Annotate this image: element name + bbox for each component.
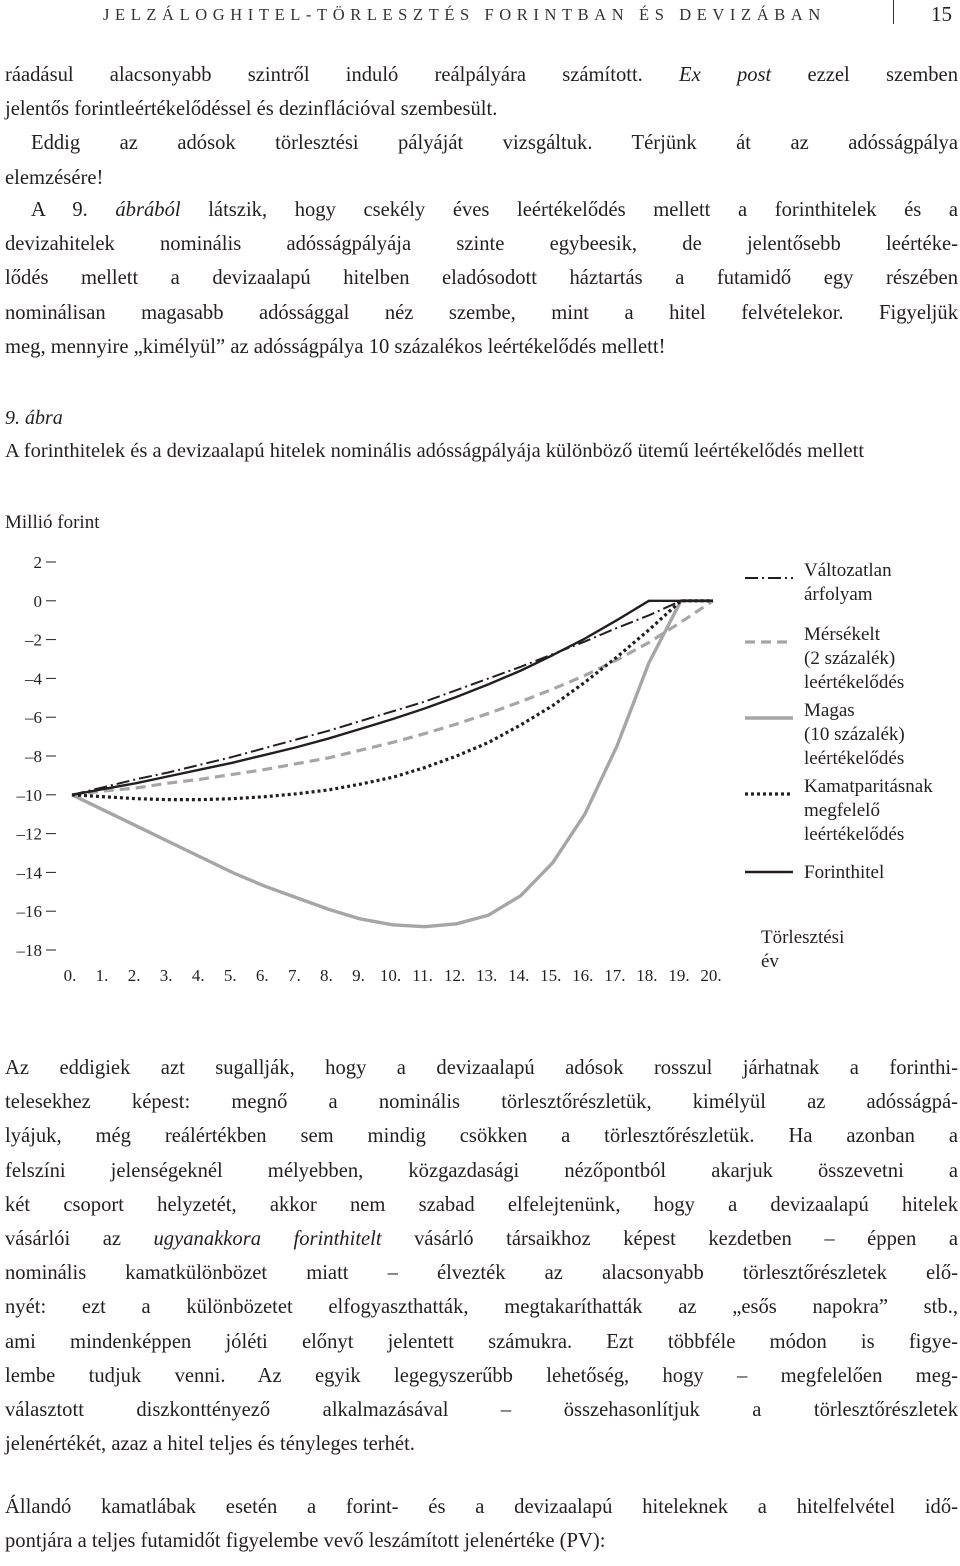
text-line: Eddig az adósok törlesztési pályáját vizsgáltuk. Térjünk át az adósságpálya: [31, 132, 958, 155]
body-paragraph: [5, 1051, 958, 1461]
x-tick-label: 0.: [63, 966, 77, 985]
intro-paragraph: [5, 58, 958, 195]
figure-reference-paragraph: [5, 193, 958, 364]
x-tick-label: 1.: [95, 966, 109, 985]
text-line: pontjára a teljes futamidőt figyelembe vevő leszámított jelenértéke (PV):: [5, 1530, 606, 1553]
x-tick-label: 18.: [636, 966, 658, 985]
text-line: A 9. ábrából látszik, hogy csekély éves leértékelődés mellett a forinthitelek és a: [31, 199, 959, 221]
debt-path-chart: [0, 540, 960, 1000]
text-line: felszíni jelenségeknél mélyebben, közgazdasági nézőpontból akarjuk összevetni a: [5, 1159, 958, 1182]
legend-label: árfolyam: [804, 584, 873, 605]
legend-label: Forinthitel: [804, 862, 885, 883]
text-line: lembe tudjuk venni. Az egyik legegyszerűbb lehetőség, hogy – megfelelően meg-: [5, 1364, 958, 1387]
x-tick-label: 5.: [223, 966, 237, 985]
x-tick-label: 17.: [604, 966, 626, 985]
x-axis-label: év: [761, 951, 779, 972]
legend-label: leértékelődés: [804, 824, 905, 845]
text-line: ráadásul alacsonyabb szintről induló reálpályára számított. Ex post ezzel szemben: [5, 64, 958, 86]
x-tick-label: 3.: [159, 966, 173, 985]
page-number: 15: [931, 2, 952, 26]
y-axis-unit-label: Millió forint: [5, 512, 100, 533]
x-tick-label: 15.: [540, 966, 562, 985]
legend-label: megfelelő: [804, 800, 880, 821]
text-line: lődés mellett a devizaalapú hitelben eladósodott háztartás a futamidő egy részében: [5, 267, 958, 290]
series-line-0: [72, 601, 713, 795]
x-tick-label: 7.: [287, 966, 301, 985]
figure-title: A forinthitelek és a devizaalapú hitelek nominális adósságpályája különböző ütemű leértékelődés mellett: [5, 440, 865, 462]
text-line: jelentős forintleértékelődéssel és dezinflációval szembesült.: [5, 98, 498, 121]
text-line: jelenértékét, azaz a hitel teljes és tényleges terhét.: [5, 1433, 415, 1456]
text-line: elemzésére!: [5, 166, 104, 189]
text-line: meg, mennyire „kimélyül” az adósságpálya 10 százalékos leértékelődés mellett!: [5, 335, 666, 358]
legend-label: leértékelődés: [804, 672, 905, 693]
text-line: választott diszkonttényező alkalmazásával – összehasonlítjuk a törlesztőrészletek: [5, 1399, 958, 1422]
running-head: [0, 0, 960, 32]
text-line: Az eddigiek azt sugallják, hogy a devizaalapú adósok rosszul járhatnak a forinthi-: [5, 1057, 958, 1079]
x-tick-label: 20.: [700, 966, 722, 985]
y-tick-label: –16: [16, 902, 42, 922]
text-line: nominális kamatkülönbözet miatt – élvezték az alacsonyabb törlesztőrészletek elő-: [5, 1262, 958, 1285]
series-line-1: [72, 601, 713, 795]
y-tick-label: –8: [25, 747, 42, 766]
text-line: nyét: ezt a különbözetet elfogyaszthatták, megtakaríthatták az „esős napokra” stb.,: [5, 1296, 958, 1319]
text-line: nominálisan magasabb adóssággal néz szembe, mint a hitel felvételekor. Figyeljük: [5, 301, 958, 324]
x-tick-label: 4.: [191, 966, 205, 985]
series-line-2: [72, 601, 713, 927]
legend-label: leértékelődés: [804, 748, 905, 769]
text-line: vásárlói az ugyanakkora forinthitelt vásárló társaikhoz képest kezdetben – éppen a: [5, 1228, 958, 1251]
series-line-4: [72, 601, 713, 795]
x-tick-label: 6.: [255, 966, 269, 985]
text-line: Állandó kamatlábak esetén a forint- és a devizaalapú hiteleknek a hitelfelvétel idő-: [5, 1496, 958, 1518]
text-line: két csoport helyzetét, akkor nem szabad elfelejtenünk, hogy a devizaalapú hitelek: [5, 1193, 958, 1216]
y-tick-label: –12: [16, 824, 42, 844]
x-tick-label: 11.: [412, 966, 433, 985]
y-tick-label: 2: [33, 553, 42, 572]
text-line: lyájuk, még reálértékben sem mindig csökken a törlesztőrészletük. Ha azonban a: [5, 1125, 958, 1148]
x-tick-label: 16.: [572, 966, 594, 985]
x-tick-label: 9.: [352, 966, 365, 985]
running-title: JELZÁLOGHITEL-TÖRLESZTÉS FORINTBAN ÉS DEVIZÁBAN: [103, 5, 826, 24]
y-tick-label: –10: [16, 785, 42, 805]
x-tick-label: 12.: [443, 966, 466, 985]
y-tick-label: –2: [25, 630, 42, 650]
legend-label: Kamatparitásnak: [804, 776, 933, 797]
legend-label: Változatlan: [804, 560, 892, 581]
y-tick-label: –6: [25, 708, 42, 728]
legend-label: Mérsékelt: [804, 624, 880, 645]
x-tick-label: 13.: [476, 966, 498, 985]
x-tick-label: 19.: [668, 966, 690, 985]
figure-label: 9. ábra: [5, 407, 63, 429]
series-line-3: [72, 601, 713, 800]
y-tick-label: –18: [16, 941, 42, 960]
closing-paragraph: [5, 1490, 958, 1558]
y-tick-label: –4: [25, 669, 42, 689]
legend-label: (2 százalék): [804, 648, 896, 669]
legend-label: Magas: [804, 700, 855, 721]
header-divider: [893, 0, 894, 24]
x-tick-label: 8.: [320, 966, 333, 985]
text-line: telesekhez képest: megnő a nominális törlesztőrészletük, kimélyül az adósságpá-: [5, 1091, 958, 1114]
y-tick-label: –14: [16, 863, 42, 883]
text-line: devizahitelek nominális adósságpályája szinte egybeesik, de jelentősebb leértéke-: [5, 233, 958, 256]
x-axis-label: Törlesztési: [761, 927, 845, 948]
x-tick-label: 14.: [508, 966, 530, 985]
x-tick-label: 10.: [379, 966, 402, 985]
legend-label: (10 százalék): [804, 724, 905, 745]
text-line: ami mindenképpen jóléti előnyt jelentett számukra. Ezt többféle módon is figye-: [5, 1330, 958, 1353]
x-tick-label: 2.: [127, 966, 141, 985]
y-tick-label: 0: [33, 591, 42, 611]
